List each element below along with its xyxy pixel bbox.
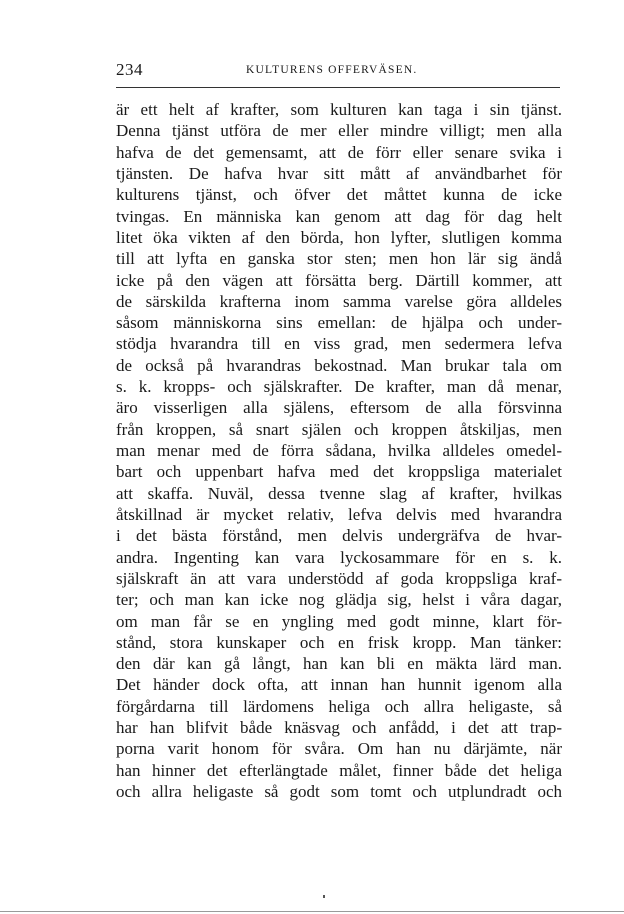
text-line: stånd, stora kunskaper och en frisk kropp. Man tänker: [116, 632, 562, 652]
text-line: åtskillnad är mycket relativ, lefva delvis med hvarandra [116, 504, 562, 524]
text-line: stödja hvarandra till en viss grad, men sedermera lefva [116, 334, 562, 354]
text-line: andra. Ingenting kan vara lyckosammare för en s. k. [116, 547, 562, 567]
text-line: kulturens tjänst, och öfver det måttet kunna de icke [116, 185, 562, 205]
text-line: ter; och man kan icke nog glädja sig, helst i våra dagar, [116, 590, 562, 610]
text-line: att skaffa. Nuväl, dessa tvenne slag af krafter, hvilkas [116, 483, 562, 503]
body-text [116, 99, 562, 802]
text-line: han hinner det efterlängtade målet, finner både det heliga [116, 760, 562, 780]
text-line: till att lyfta en ganska stor sten; men hon lär sig ändå [116, 249, 562, 269]
text-line: i det bästa förstånd, men delvis undergräfva de hvar- [116, 526, 562, 546]
text-line: äro visserligen alla själens, eftersom de alla försvinna [116, 398, 562, 418]
page-number: 234 [116, 60, 143, 79]
header-rule [116, 87, 560, 88]
text-line: Det händer dock ofta, att innan han hunnit igenom alla [116, 675, 562, 695]
print-speck [323, 895, 325, 898]
text-line: den där kan gå långt, han kan bli en mäkta lärd man. [116, 654, 562, 674]
text-line: Denna tjänst utföra de mer eller mindre villigt; men alla [116, 121, 562, 141]
page-bottom-edge [0, 911, 624, 912]
text-line: själskraft än att vara understödd af goda kroppsliga kraf- [116, 568, 562, 588]
text-line: såsom människorna sins emellan: de hjälpa och under- [116, 313, 562, 333]
text-line: om man får se en yngling med godt minne, klart för- [116, 611, 562, 631]
text-line: tjänsten. De hafva hvar sitt mått af användbarhet för [116, 163, 562, 183]
text-line: har han blifvit både knäsvag och anfådd, i det att trap- [116, 718, 562, 738]
text-line: från kroppen, så snart själen och kroppen åtskiljas, men [116, 419, 562, 439]
text-line: är ett helt af krafter, som kulturen kan taga i sin tjänst. [116, 100, 562, 119]
text-line: de också på hvarandras bekostnad. Man brukar tala om [116, 355, 562, 375]
text-line: förgårdarna till lärdomens heliga och allra heligaste, så [116, 696, 562, 716]
running-title: KULTURENS OFFERVÄSEN. [246, 64, 418, 76]
text-line: litet öka vikten af den börda, hon lyfter, slutligen komma [116, 227, 562, 247]
text-line: man menar med de förra sådana, hvilka alldeles omedel- [116, 441, 562, 460]
text-line: och allra heligaste så godt som tomt och utplundradt och [116, 782, 562, 801]
page-header [116, 58, 560, 84]
text-line: porna varit honom för svåra. Om han nu därjämte, när [116, 739, 562, 759]
text-line: bart och uppenbart hafva med det kroppsliga materialet [116, 462, 562, 482]
text-line: hafva de det gemensamt, att de förr eller senare svika i [116, 142, 562, 162]
text-line: icke på den vägen att försätta berg. Därtill kommer, att [116, 270, 562, 290]
text-line: tvingas. En människa kan genom att dag för dag helt [116, 206, 562, 226]
text-line: de särskilda krafterna inom samma varelse göra alldeles [116, 291, 562, 311]
text-line: s. k. kropps- och själskrafter. De krafter, man då menar, [116, 377, 562, 397]
